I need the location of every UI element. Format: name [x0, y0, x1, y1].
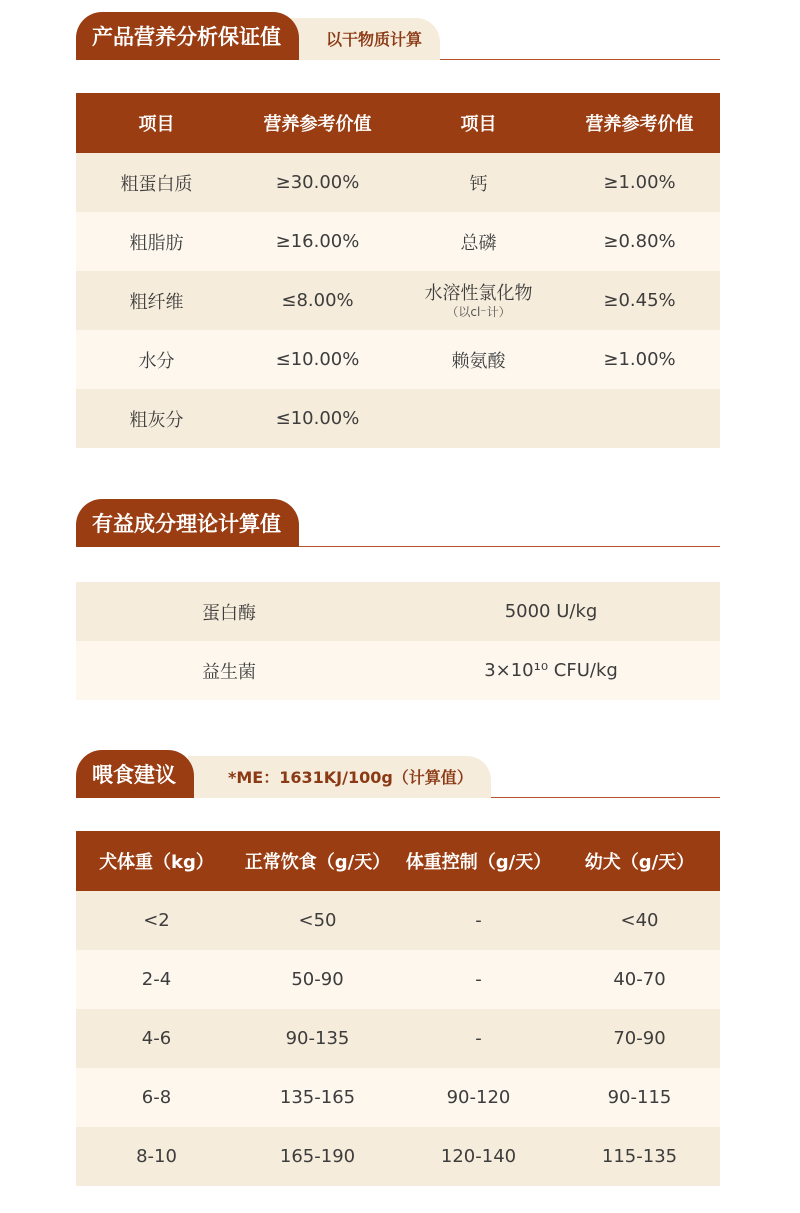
- table-row: [76, 582, 720, 641]
- table-row: [76, 1068, 720, 1127]
- dog-weight: <2: [76, 891, 237, 950]
- item-name: 粗蛋白质: [76, 153, 237, 212]
- ingredient-name: 益生菌: [76, 641, 382, 700]
- puppy-amount: <40: [559, 891, 720, 950]
- item-value: ≤8.00%: [237, 271, 398, 330]
- item-value: ≥30.00%: [237, 153, 398, 212]
- item-value: ≥0.80%: [559, 212, 720, 271]
- item-name: 粗纤维: [76, 271, 237, 330]
- item-value: ≥0.45%: [559, 271, 720, 330]
- item-value: [559, 389, 720, 448]
- normal-amount: 135-165: [237, 1068, 398, 1127]
- control-amount: -: [398, 1009, 559, 1068]
- control-amount: -: [398, 950, 559, 1009]
- item-name: 水溶性氯化物: [424, 282, 533, 304]
- item-name: 粗脂肪: [76, 212, 237, 271]
- item-note: （以cl⁻计）: [446, 304, 511, 319]
- item-value: ≥1.00%: [559, 153, 720, 212]
- puppy-amount: 40-70: [559, 950, 720, 1009]
- control-amount: 90-120: [398, 1068, 559, 1127]
- column-header: 项目: [76, 93, 237, 153]
- table-row: [76, 153, 720, 212]
- puppy-amount: 90-115: [559, 1068, 720, 1127]
- dog-weight: 6-8: [76, 1068, 237, 1127]
- normal-amount: <50: [237, 891, 398, 950]
- beneficial-section: [76, 497, 720, 700]
- column-header: 幼犬（g/天）: [559, 831, 720, 891]
- table-header-row: [76, 93, 720, 153]
- item-value: ≤10.00%: [237, 330, 398, 389]
- item-value: ≥1.00%: [559, 330, 720, 389]
- item-name: 钙: [398, 153, 559, 212]
- item-name: 总磷: [398, 212, 559, 271]
- column-header: 项目: [398, 93, 559, 153]
- table-row: [76, 1127, 720, 1186]
- feeding-heading: [76, 748, 720, 798]
- feeding-subtitle: *ME：1631KJ/100g（计算值）: [188, 756, 491, 798]
- item-value: ≤10.00%: [237, 389, 398, 448]
- dog-weight: 4-6: [76, 1009, 237, 1068]
- column-header: 正常饮食（g/天）: [237, 831, 398, 891]
- control-amount: 120-140: [398, 1127, 559, 1186]
- puppy-amount: 115-135: [559, 1127, 720, 1186]
- ingredient-name: 蛋白酶: [76, 582, 382, 641]
- table-row: [76, 641, 720, 700]
- beneficial-heading: [76, 497, 720, 547]
- ingredient-value: 3×10¹⁰ CFU/kg: [382, 641, 720, 700]
- normal-amount: 50-90: [237, 950, 398, 1009]
- feeding-table: [76, 831, 720, 1186]
- item-value: ≥16.00%: [237, 212, 398, 271]
- item-name: 水分: [76, 330, 237, 389]
- table-row: [76, 330, 720, 389]
- column-header: 犬体重（kg）: [76, 831, 237, 891]
- table-row: [76, 389, 720, 448]
- column-header: 营养参考价值: [559, 93, 720, 153]
- dog-weight: 2-4: [76, 950, 237, 1009]
- nutrition-table: [76, 93, 720, 448]
- dog-weight: 8-10: [76, 1127, 237, 1186]
- normal-amount: 90-135: [237, 1009, 398, 1068]
- item-name: [398, 389, 559, 448]
- control-amount: -: [398, 891, 559, 950]
- nutrition-heading: [76, 10, 720, 60]
- normal-amount: 165-190: [237, 1127, 398, 1186]
- feeding-title: 喂食建议: [76, 750, 194, 798]
- nutrition-section: [76, 10, 720, 448]
- table-header-row: [76, 831, 720, 891]
- feeding-section: [76, 748, 720, 1186]
- puppy-amount: 70-90: [559, 1009, 720, 1068]
- table-row: [76, 212, 720, 271]
- column-header: 体重控制（g/天）: [398, 831, 559, 891]
- nutrition-title: 产品营养分析保证值: [76, 12, 299, 60]
- ingredient-value: 5000 U/kg: [382, 582, 720, 641]
- table-row: [76, 950, 720, 1009]
- item-name: 赖氨酸: [398, 330, 559, 389]
- column-header: 营养参考价值: [237, 93, 398, 153]
- beneficial-table: [76, 582, 720, 700]
- item-name: 粗灰分: [76, 389, 237, 448]
- table-row: [76, 271, 720, 330]
- beneficial-title: 有益成分理论计算值: [76, 499, 299, 547]
- table-row: [76, 1009, 720, 1068]
- nutrition-subtitle: 以干物质计算: [286, 18, 440, 60]
- table-row: [76, 891, 720, 950]
- item-name-with-note: [398, 271, 559, 330]
